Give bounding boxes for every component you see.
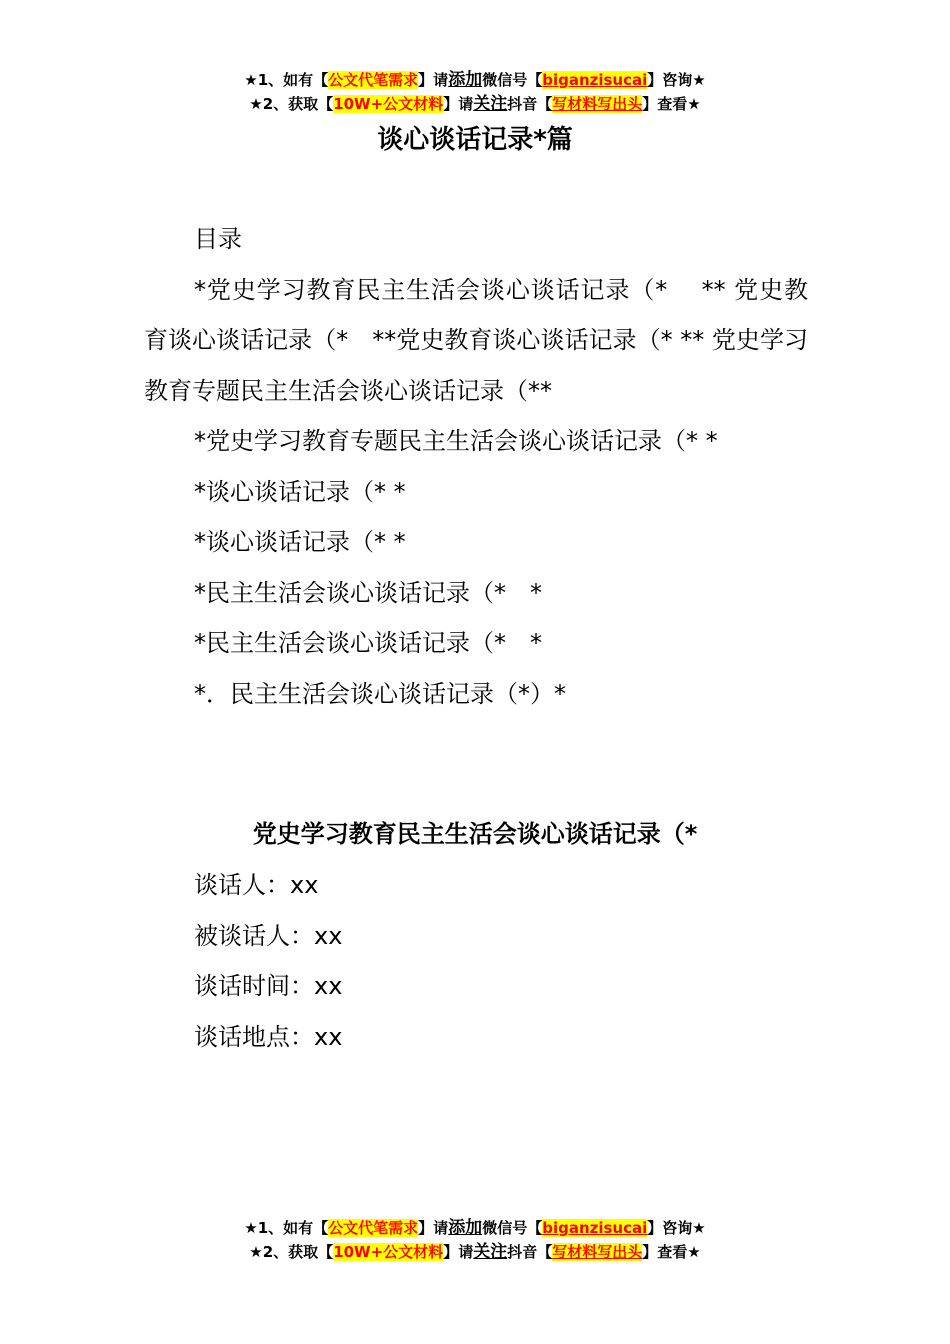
toc-item: *党史学习教育民主生活会谈心谈话记录（* ** 党史教育谈心谈话记录（* **党史教育谈心谈话记录（* ** 党史学习教育专题民主生活会谈心谈话记录（** (144, 275, 808, 405)
talker-field: 谈话人：xx (194, 871, 319, 899)
douyin-account: 写材料写出头 (552, 1243, 643, 1261)
toc-item: *民主生活会谈心谈话记录（* * (194, 629, 542, 657)
talk-time-field: 谈话时间：xx (194, 972, 343, 1000)
toc-item: *．民主生活会谈心谈话记录（*）* (194, 679, 566, 708)
promo-underline: 添加 (448, 1218, 483, 1238)
table-of-contents (144, 214, 808, 719)
toc-item: *谈心谈话记录（* * (194, 477, 406, 506)
talk-meta (144, 860, 808, 1062)
promo-underline: 关注 (473, 94, 508, 114)
section-title: 党史学习教育民主生活会谈心谈话记录（* (252, 820, 698, 848)
promo-highlight: 公文代笔需求 (328, 71, 419, 89)
wechat-id: biganzisucai (542, 1219, 648, 1237)
talkee-field: 被谈话人：xx (194, 921, 343, 950)
header-promo-banner (0, 68, 950, 116)
toc-heading: 目录 (194, 225, 242, 253)
footer-promo-banner (0, 1216, 950, 1264)
toc-item: *民主生活会谈心谈话记录（* * (194, 578, 542, 607)
promo-underline: 添加 (448, 70, 483, 90)
promo-line-1: ★1、如有【公文代笔需求】请添加微信号【biganzisucai】咨询★ (244, 1218, 706, 1238)
wechat-id: biganzisucai (542, 71, 648, 89)
toc-item: *党史学习教育专题民主生活会谈心谈话记录（* * (194, 427, 718, 455)
promo-line-1: ★1、如有【公文代笔需求】请添加微信号【biganzisucai】咨询★ (244, 70, 706, 90)
talk-location-field: 谈话地点：xx (194, 1022, 343, 1051)
promo-highlight: 10W+公文材料 (333, 95, 444, 113)
douyin-account: 写材料写出头 (552, 95, 643, 113)
toc-item: *谈心谈话记录（* * (194, 528, 406, 556)
promo-underline: 关注 (473, 1242, 508, 1262)
promo-highlight: 公文代笔需求 (328, 1219, 419, 1237)
promo-highlight: 10W+公文材料 (333, 1243, 444, 1261)
promo-line-2: ★2、获取【10W+公文材料】请关注抖音【写材料写出头】查看★ (249, 94, 701, 114)
document-title: 谈心谈话记录*篇 (377, 125, 573, 155)
promo-line-2: ★2、获取【10W+公文材料】请关注抖音【写材料写出头】查看★ (249, 1242, 701, 1262)
